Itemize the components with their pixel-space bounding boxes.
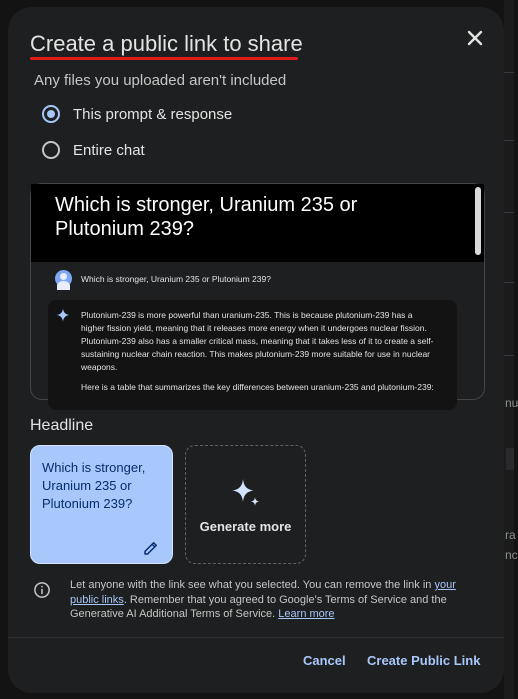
background-chip [506, 448, 514, 470]
learn-more-link[interactable]: Learn more [278, 608, 335, 620]
response-card [48, 300, 457, 410]
cancel-button[interactable]: Cancel [303, 653, 346, 668]
preview-title: Which is stronger, Uranium 235 or Plutonium 239? [55, 194, 358, 240]
background-divider [504, 72, 514, 73]
headline-label: Headline [30, 417, 94, 434]
option-prompt-response[interactable] [42, 105, 232, 123]
user-message-text: Which is stronger, Uranium 235 or Plutonium 239? [81, 273, 271, 284]
title-underline [30, 57, 298, 60]
sparkle-icon [56, 308, 70, 322]
background-text: nc [505, 548, 518, 562]
user-message [55, 270, 271, 287]
dialog-title: Create a public link to share [30, 31, 303, 56]
info-message [70, 578, 470, 622]
background-text: ra [505, 528, 516, 542]
preview-header [31, 184, 484, 262]
dialog-subtitle: Any files you uploaded aren't included [34, 72, 287, 89]
background-page [504, 0, 514, 699]
headline-card-selected[interactable] [30, 445, 173, 564]
radio-button[interactable] [42, 141, 60, 159]
share-dialog [8, 7, 504, 693]
info-text-part: . Remember that you agreed to Google's Terms of Service and the Generative AI Additional Terms of Service. [70, 593, 447, 620]
public-links-link[interactable]: your public links [70, 579, 456, 606]
headline-text: Which is stronger, Uranium 235 or Plutonium 239? [42, 460, 146, 511]
response-paragraph: Plutonium-239 is more powerful than uranium-235. This is because plutonium-239 has a higher fission yield, meaning that it releases more energy when it undergoes nuclear fission. Plutonium-239 also has a smaller critical mass, meaning that it takes less of it to create a self-sustaining nuclear chain reaction. This makes plutonium-239 more suitable for use in nuclear weapons. [81, 310, 434, 372]
footer-divider [8, 637, 504, 638]
preview-scrollbar[interactable] [475, 187, 481, 255]
pencil-icon[interactable] [142, 539, 160, 557]
response-paragraph: Here is a table that summarizes the key differences between uranium-235 and plutonium-239: [81, 382, 434, 392]
background-divider [504, 212, 514, 213]
background-divider [504, 282, 514, 283]
background-divider [504, 355, 514, 356]
option-label: This prompt & response [73, 105, 233, 123]
avatar [55, 270, 72, 287]
generate-more-button[interactable] [185, 445, 306, 564]
background-divider [504, 140, 514, 141]
option-entire-chat[interactable] [42, 141, 145, 159]
info-icon [33, 581, 51, 599]
response-text [81, 309, 436, 401]
generate-more-label: Generate more [199, 519, 292, 534]
option-label: Entire chat [73, 141, 145, 159]
close-icon [463, 26, 487, 50]
background-text: nu [505, 396, 518, 410]
radio-button-checked[interactable] [42, 105, 60, 123]
create-public-link-button[interactable]: Create Public Link [367, 653, 481, 668]
info-text-part: Let anyone with the link see what you selected. You can remove the link in [70, 579, 435, 591]
close-button[interactable] [463, 26, 487, 50]
share-preview[interactable] [30, 183, 485, 400]
sparkle-icon [230, 477, 262, 509]
